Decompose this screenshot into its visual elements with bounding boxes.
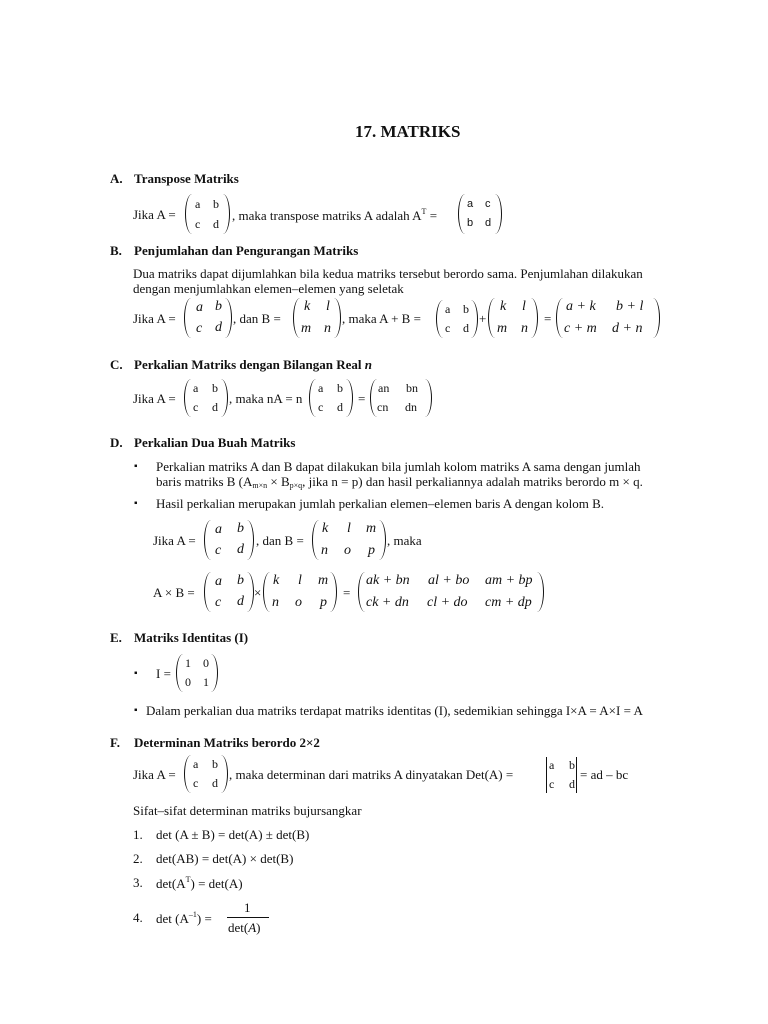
- matrix-cell: b: [237, 521, 244, 536]
- list-item: [156, 911, 212, 925]
- matrix-cell: p: [320, 595, 327, 610]
- matrix-b: [312, 520, 386, 560]
- section-d-heading: Perkalian Dua Buah Matriks: [134, 435, 296, 450]
- text-span: ) =: [196, 911, 212, 926]
- determinant-bars: [545, 757, 579, 793]
- section-f-jika: Jika A =: [133, 767, 176, 782]
- text-span: ): [256, 920, 261, 935]
- matrix-b-copy: [263, 572, 337, 612]
- matrix-cell: d: [212, 400, 218, 414]
- equals-sign: =: [358, 391, 366, 406]
- list-item: [156, 876, 243, 890]
- section-d-axb: A × B =: [153, 585, 195, 600]
- list-item: det(AB) = det(A) × det(B): [156, 851, 294, 866]
- section-d-danb: , dan B =: [256, 533, 304, 548]
- matrix-cell: b: [569, 758, 575, 772]
- list-item: det (A ± B) = det(A) ± det(B): [156, 827, 310, 842]
- matrix-cell: n: [321, 543, 328, 558]
- bullet-icon: ▪: [134, 461, 138, 472]
- matrix-cell: l: [522, 299, 526, 314]
- matrix-cell: b + l: [616, 299, 644, 314]
- section-b-danb: , dan B =: [233, 311, 281, 326]
- matrix-cell: d: [485, 217, 492, 229]
- equals-sign: =: [343, 585, 351, 600]
- matrix-product-result: [358, 572, 544, 612]
- matrix-cell: n: [521, 321, 528, 336]
- matrix-a: [184, 379, 228, 417]
- matrix-cell: am + bp: [485, 573, 533, 588]
- matrix-cell: ak + bn: [366, 573, 410, 588]
- section-d-letter: D.: [110, 435, 123, 450]
- section-e-text: Dalam perkalian dua matriks terdapat matriks identitas (I), sedemikian sehingga I×A = A×I = A: [146, 703, 643, 718]
- section-b-para2: dengan menjumlahkan elemen–elemen yang seletak: [133, 281, 404, 296]
- matrix-cell: 0: [185, 675, 191, 689]
- section-f-letter: F.: [110, 735, 120, 750]
- plus-sign: +: [479, 311, 487, 326]
- matrix-cell: m: [366, 521, 377, 536]
- matrix-cell: d: [215, 320, 222, 335]
- matrix-cell: d: [213, 217, 219, 231]
- matrix-scalar-result: [370, 379, 432, 417]
- section-f-sifat: Sifat–sifat determinan matriks bujursangkar: [133, 803, 362, 818]
- matrix-cell: k: [500, 299, 507, 314]
- matrix-cell: o: [344, 543, 351, 558]
- transpose-text: , maka transpose matriks A adalah A: [232, 208, 422, 223]
- matrix-identity: [176, 654, 218, 692]
- section-b-heading: Penjumlahan dan Pengurangan Matriks: [134, 243, 359, 258]
- matrix-a-copy: [309, 379, 353, 417]
- matrix-cell: p: [368, 543, 375, 558]
- matrix-cell: d + n: [612, 321, 643, 336]
- transpose-sup: T: [421, 207, 427, 216]
- matrix-cell: l: [326, 299, 330, 314]
- matrix-cell: c: [215, 595, 222, 610]
- fraction-line: [227, 917, 269, 918]
- section-e-ieq: I =: [156, 666, 171, 681]
- fraction-numerator: 1: [244, 900, 251, 915]
- section-c-heading: [134, 358, 372, 371]
- matrix-cell: d: [212, 776, 218, 790]
- matrix-cell: c: [445, 321, 451, 335]
- fraction-denominator: [228, 921, 261, 934]
- section-c-jika: Jika A =: [133, 391, 176, 406]
- matrix-cell: d: [569, 777, 575, 791]
- matrix-a: [184, 755, 228, 793]
- matrix-cell: d: [337, 400, 343, 414]
- matrix-cell: c: [318, 400, 324, 414]
- section-c-maka: , maka nA = n: [229, 391, 303, 406]
- matrix-cell: c: [193, 400, 199, 414]
- section-c-letter: C.: [110, 357, 123, 372]
- matrix-cell: a: [445, 302, 451, 316]
- section-b-para1: Dua matriks dapat dijumlahkan bila kedua matriks tersebut berordo sama. Penjumlahan dilakukan: [133, 266, 643, 281]
- subscript: m×n: [252, 481, 268, 490]
- matrix-cell: an: [378, 381, 390, 395]
- matrix-cell: a: [215, 574, 222, 589]
- page-title: 17. MATRIKS: [355, 122, 461, 141]
- matrix-cell: a: [215, 522, 222, 537]
- text-span: A: [248, 920, 257, 935]
- section-b-maka: , maka A + B =: [342, 311, 421, 326]
- matrix-b-copy: [488, 298, 538, 338]
- matrix-cell: a: [196, 300, 203, 315]
- superscript: –1: [188, 910, 197, 919]
- bullet-icon: ▪: [134, 668, 138, 679]
- matrix-cell: b: [212, 757, 218, 771]
- matrix-cell: cm + dp: [485, 595, 532, 610]
- text-span: det(A: [156, 876, 186, 891]
- matrix-cell: d: [237, 594, 244, 609]
- matrix-cell: b: [337, 381, 343, 395]
- matrix-sum-result: [556, 298, 660, 338]
- matrix-cell: b: [213, 197, 219, 211]
- list-item-number: 4.: [133, 910, 143, 925]
- matrix-cell: cn: [377, 400, 389, 414]
- matrix-cell: c: [196, 321, 203, 336]
- matrix-cell: bn: [406, 381, 418, 395]
- matrix-cell: c: [195, 217, 201, 231]
- matrix-cell: c + m: [564, 321, 597, 336]
- matrix-a-transpose: [458, 194, 502, 234]
- matrix-cell: 1: [185, 656, 191, 670]
- superscript: T: [185, 875, 191, 884]
- text-span: ) = det(A): [190, 876, 243, 891]
- matrix-cell: n: [272, 595, 279, 610]
- section-b-jika: Jika A =: [133, 311, 176, 326]
- matrix-cell: 0: [203, 656, 209, 670]
- matrix-a: [204, 520, 254, 560]
- matrix-cell: n: [324, 321, 331, 336]
- matrix-a: [184, 298, 232, 338]
- matrix-cell: a: [318, 381, 324, 395]
- matrix-a: [185, 194, 230, 234]
- matrix-cell: m: [301, 321, 312, 336]
- matrix-a-copy: [204, 572, 254, 612]
- section-f-result: = ad – bc: [580, 767, 629, 782]
- section-a-heading: Transpose Matriks: [134, 171, 239, 186]
- matrix-cell: a: [549, 758, 555, 772]
- matrix-cell: o: [295, 595, 302, 610]
- list-item-number: 1.: [133, 827, 143, 842]
- section-c-heading-var: n: [364, 357, 373, 372]
- matrix-cell: a: [193, 381, 199, 395]
- matrix-cell: a: [467, 198, 474, 210]
- bullet-icon: ▪: [134, 705, 138, 716]
- matrix-cell: m: [318, 573, 329, 588]
- matrix-cell: cl + do: [427, 595, 468, 610]
- matrix-cell: c: [549, 777, 555, 791]
- matrix-cell: 1: [203, 675, 209, 689]
- matrix-a-copy: [436, 300, 478, 338]
- equals-sign: =: [426, 208, 438, 223]
- matrix-cell: b: [467, 217, 474, 229]
- matrix-cell: c: [485, 198, 491, 210]
- section-d-bullet1-line1: Perkalian matriks A dan B dapat dilakukan bila jumlah kolom matriks A sama dengan jumlah: [156, 459, 641, 474]
- matrix-cell: al + bo: [428, 573, 470, 588]
- section-d-jika: Jika A =: [153, 533, 196, 548]
- section-d-bullet1-line2: [156, 475, 643, 490]
- matrix-cell: c: [215, 543, 222, 558]
- matrix-cell: a: [195, 197, 201, 211]
- section-e-letter: E.: [110, 630, 122, 645]
- section-d-bullet2: Hasil perkalian merupakan jumlah perkalian elemen–elemen baris A dengan kolom B.: [156, 496, 604, 511]
- matrix-cell: b: [215, 299, 222, 314]
- subscript: p×q: [289, 481, 303, 490]
- section-a-letter: A.: [110, 171, 123, 186]
- section-d-maka: , maka: [387, 533, 422, 548]
- text-span: det(: [228, 920, 249, 935]
- matrix-cell: k: [322, 521, 329, 536]
- matrix-cell: l: [298, 573, 302, 588]
- matrix-cell: dn: [405, 400, 417, 414]
- bullet-icon: ▪: [134, 498, 138, 509]
- text-span: baris matriks B (A: [156, 474, 253, 489]
- section-a-jika: Jika A =: [133, 207, 176, 222]
- matrix-cell: m: [497, 321, 508, 336]
- list-item-number: 3.: [133, 875, 143, 890]
- section-f-heading: Determinan Matriks berordo 2×2: [134, 735, 320, 750]
- section-e-heading: Matriks Identitas (I): [134, 630, 249, 645]
- section-a-text: [232, 208, 437, 222]
- matrix-b: [293, 298, 341, 338]
- times-sign: ×: [254, 585, 262, 600]
- text-span: det (A: [156, 911, 189, 926]
- matrix-cell: a: [193, 757, 199, 771]
- matrix-cell: b: [237, 573, 244, 588]
- matrix-cell: ck + dn: [366, 595, 409, 610]
- matrix-cell: l: [347, 521, 351, 536]
- section-c-heading-text: Perkalian Matriks dengan Bilangan Real: [134, 357, 362, 372]
- matrix-cell: d: [463, 321, 469, 335]
- section-f-text: , maka determinan dari matriks A dinyatakan Det(A) =: [229, 767, 514, 782]
- matrix-cell: k: [273, 573, 280, 588]
- text-span: × B: [267, 474, 290, 489]
- matrix-cell: k: [304, 299, 311, 314]
- section-b-letter: B.: [110, 243, 122, 258]
- matrix-cell: d: [237, 542, 244, 557]
- matrix-cell: c: [193, 776, 199, 790]
- list-item-number: 2.: [133, 851, 143, 866]
- matrix-cell: b: [212, 381, 218, 395]
- equals-sign: =: [544, 311, 552, 326]
- matrix-cell: b: [463, 302, 469, 316]
- matrix-cell: a + k: [566, 299, 596, 314]
- text-span: , jika n = p) dan hasil perkaliannya adalah matriks berordo m × q.: [302, 474, 643, 489]
